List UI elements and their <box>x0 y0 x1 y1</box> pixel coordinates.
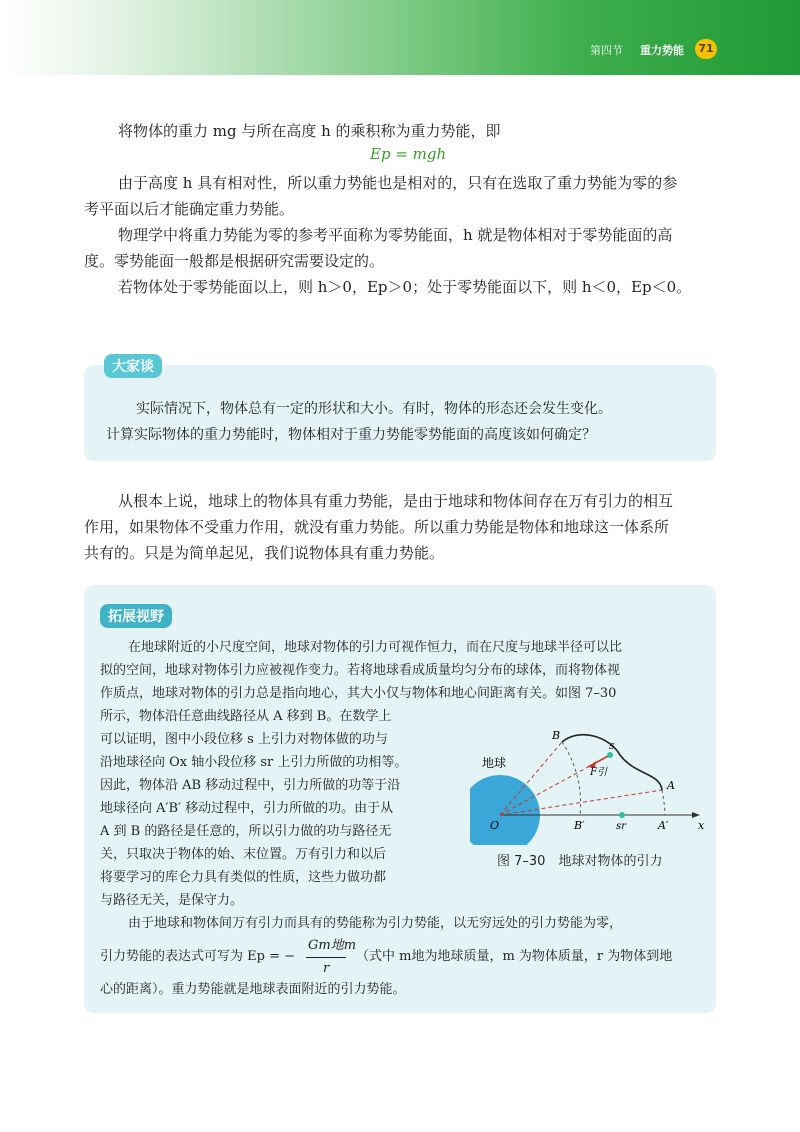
formula-prefix: 引力势能的表达式可写为 Ep = − <box>100 949 295 964</box>
intro-paragraph-3b: 度。零势能面一般都是根据研究需要设定的。 <box>84 252 385 270</box>
formula-numerator: Gm地m <box>308 938 357 953</box>
label-s: s <box>609 739 615 752</box>
point-s <box>607 752 613 758</box>
label-b: B <box>552 729 561 742</box>
body-line-3: 共有的。只是为简单起见，我们说物体具有重力势能。 <box>84 544 445 562</box>
extension-line-2: 拟的空间，地球对物体引力应被视作变力。若将地球看成质量均匀分布的球体，而将物体视 <box>100 663 621 678</box>
body-line-2: 作用，如果物体不受重力作用，就没有重力势能。所以重力势能是物体和地球这一体系所 <box>84 518 670 536</box>
intro-paragraph-4: 若物体处于零势能面以上，则 h＞0，Ep＞0；处于零势能面以下，则 h＜0，Ep＜0。 <box>118 278 692 296</box>
section-label: 第四节 <box>590 44 623 57</box>
extension-left-line-2: 可以证明，图中小段位移 s 上引力对物体做的功与 <box>100 732 388 747</box>
page-header-band <box>0 0 800 75</box>
discussion-tag: 大家谈 <box>104 354 162 378</box>
section-title: 重力势能 <box>640 44 684 57</box>
extension-left-line-9: 与路径无关，是保守力。 <box>100 893 244 908</box>
earth-label: 地球 <box>482 756 507 770</box>
formula-ep-mgh: Ep = mgh <box>370 145 447 163</box>
extension-left-line-3: 沿地球径向 Ox 轴小段位移 sr 上引力所做的功相等。 <box>100 755 408 770</box>
extension-left-line-8: 将要学习的库仑力具有类似的性质，这些力做功都 <box>100 870 387 885</box>
label-force: F引 <box>590 767 607 778</box>
extension-tag: 拓展视野 <box>100 604 172 628</box>
extension-after-line: 由于地球和物体间万有引力而具有的势能称为引力势能，以无穷远处的引力势能为零， <box>128 916 623 931</box>
label-a: A <box>667 779 675 792</box>
intro-paragraph-3a: 物理学中将重力势能为零的参考平面称为零势能面，h 就是物体相对于零势能面的高 <box>118 226 673 244</box>
figure-7-30 <box>470 725 710 845</box>
label-bprime: B′ <box>574 819 585 832</box>
arc-a-aprime <box>662 790 665 815</box>
body-line-1: 从根本上说，地球上的物体具有重力势能，是由于地球和物体间存在万有引力的相互 <box>118 492 674 510</box>
formula-suffix: （式中 m地为地球质量，m 为物体质量，r 为物体到地 <box>356 949 673 964</box>
intro-paragraph-2b: 考平面以后才能确定重力势能。 <box>84 200 295 218</box>
intro-paragraph-2a: 由于高度 h 具有相对性，所以重力势能也是相对的，只有在选取了重力势能为零的参 <box>118 174 678 192</box>
intro-paragraph-1: 将物体的重力 mg 与所在高度 h 的乘积称为重力势能，即 <box>118 122 501 140</box>
extension-left-line-7: 关，只取决于物体的始、末位置。万有引力和以后 <box>100 847 387 862</box>
extension-left-line-1: 所示，物体沿任意曲线路径从 A 移到 B。在数学上 <box>100 709 392 724</box>
label-sr: sr <box>616 821 626 832</box>
discussion-line-2: 计算实际物体的重力势能时，物体相对于重力势能零势能面的高度该如何确定？ <box>106 427 596 443</box>
label-aprime: A′ <box>658 819 669 832</box>
point-sr <box>619 812 625 818</box>
extension-last-line: 心的距离）。重力势能就是地球表面附近的引力势能。 <box>100 982 406 997</box>
discussion-line-1: 实际情况下，物体总有一定的形状和大小。有时，物体的形态还会发生变化。 <box>136 401 612 417</box>
figure-caption: 图 7–30 地球对物体的引力 <box>497 854 663 869</box>
label-o: O <box>490 819 500 832</box>
label-x: x <box>698 819 705 832</box>
extension-line-3: 作质点，地球对物体的引力总是指向地心，其大小仅与物体和地心间距离有关。如图 7–30 <box>100 686 617 701</box>
extension-left-line-5: 地球径向 A′B′ 移动过程中，引力所做的功。由于从 <box>100 801 394 816</box>
x-axis-arrow <box>692 812 700 818</box>
extension-line-1: 在地球附近的小尺度空间，地球对物体的引力可视作恒力，而在尺度与地球半径可以比 <box>128 640 623 655</box>
page-number: 71 <box>695 39 717 59</box>
formula-denominator: r <box>323 961 330 976</box>
extension-left-line-6: A 到 B 的路径是任意的，所以引力做的功与路径无 <box>100 824 392 839</box>
extension-left-line-4: 因此，物体沿 AB 移动过程中，引力所做的功等于沿 <box>100 778 401 793</box>
